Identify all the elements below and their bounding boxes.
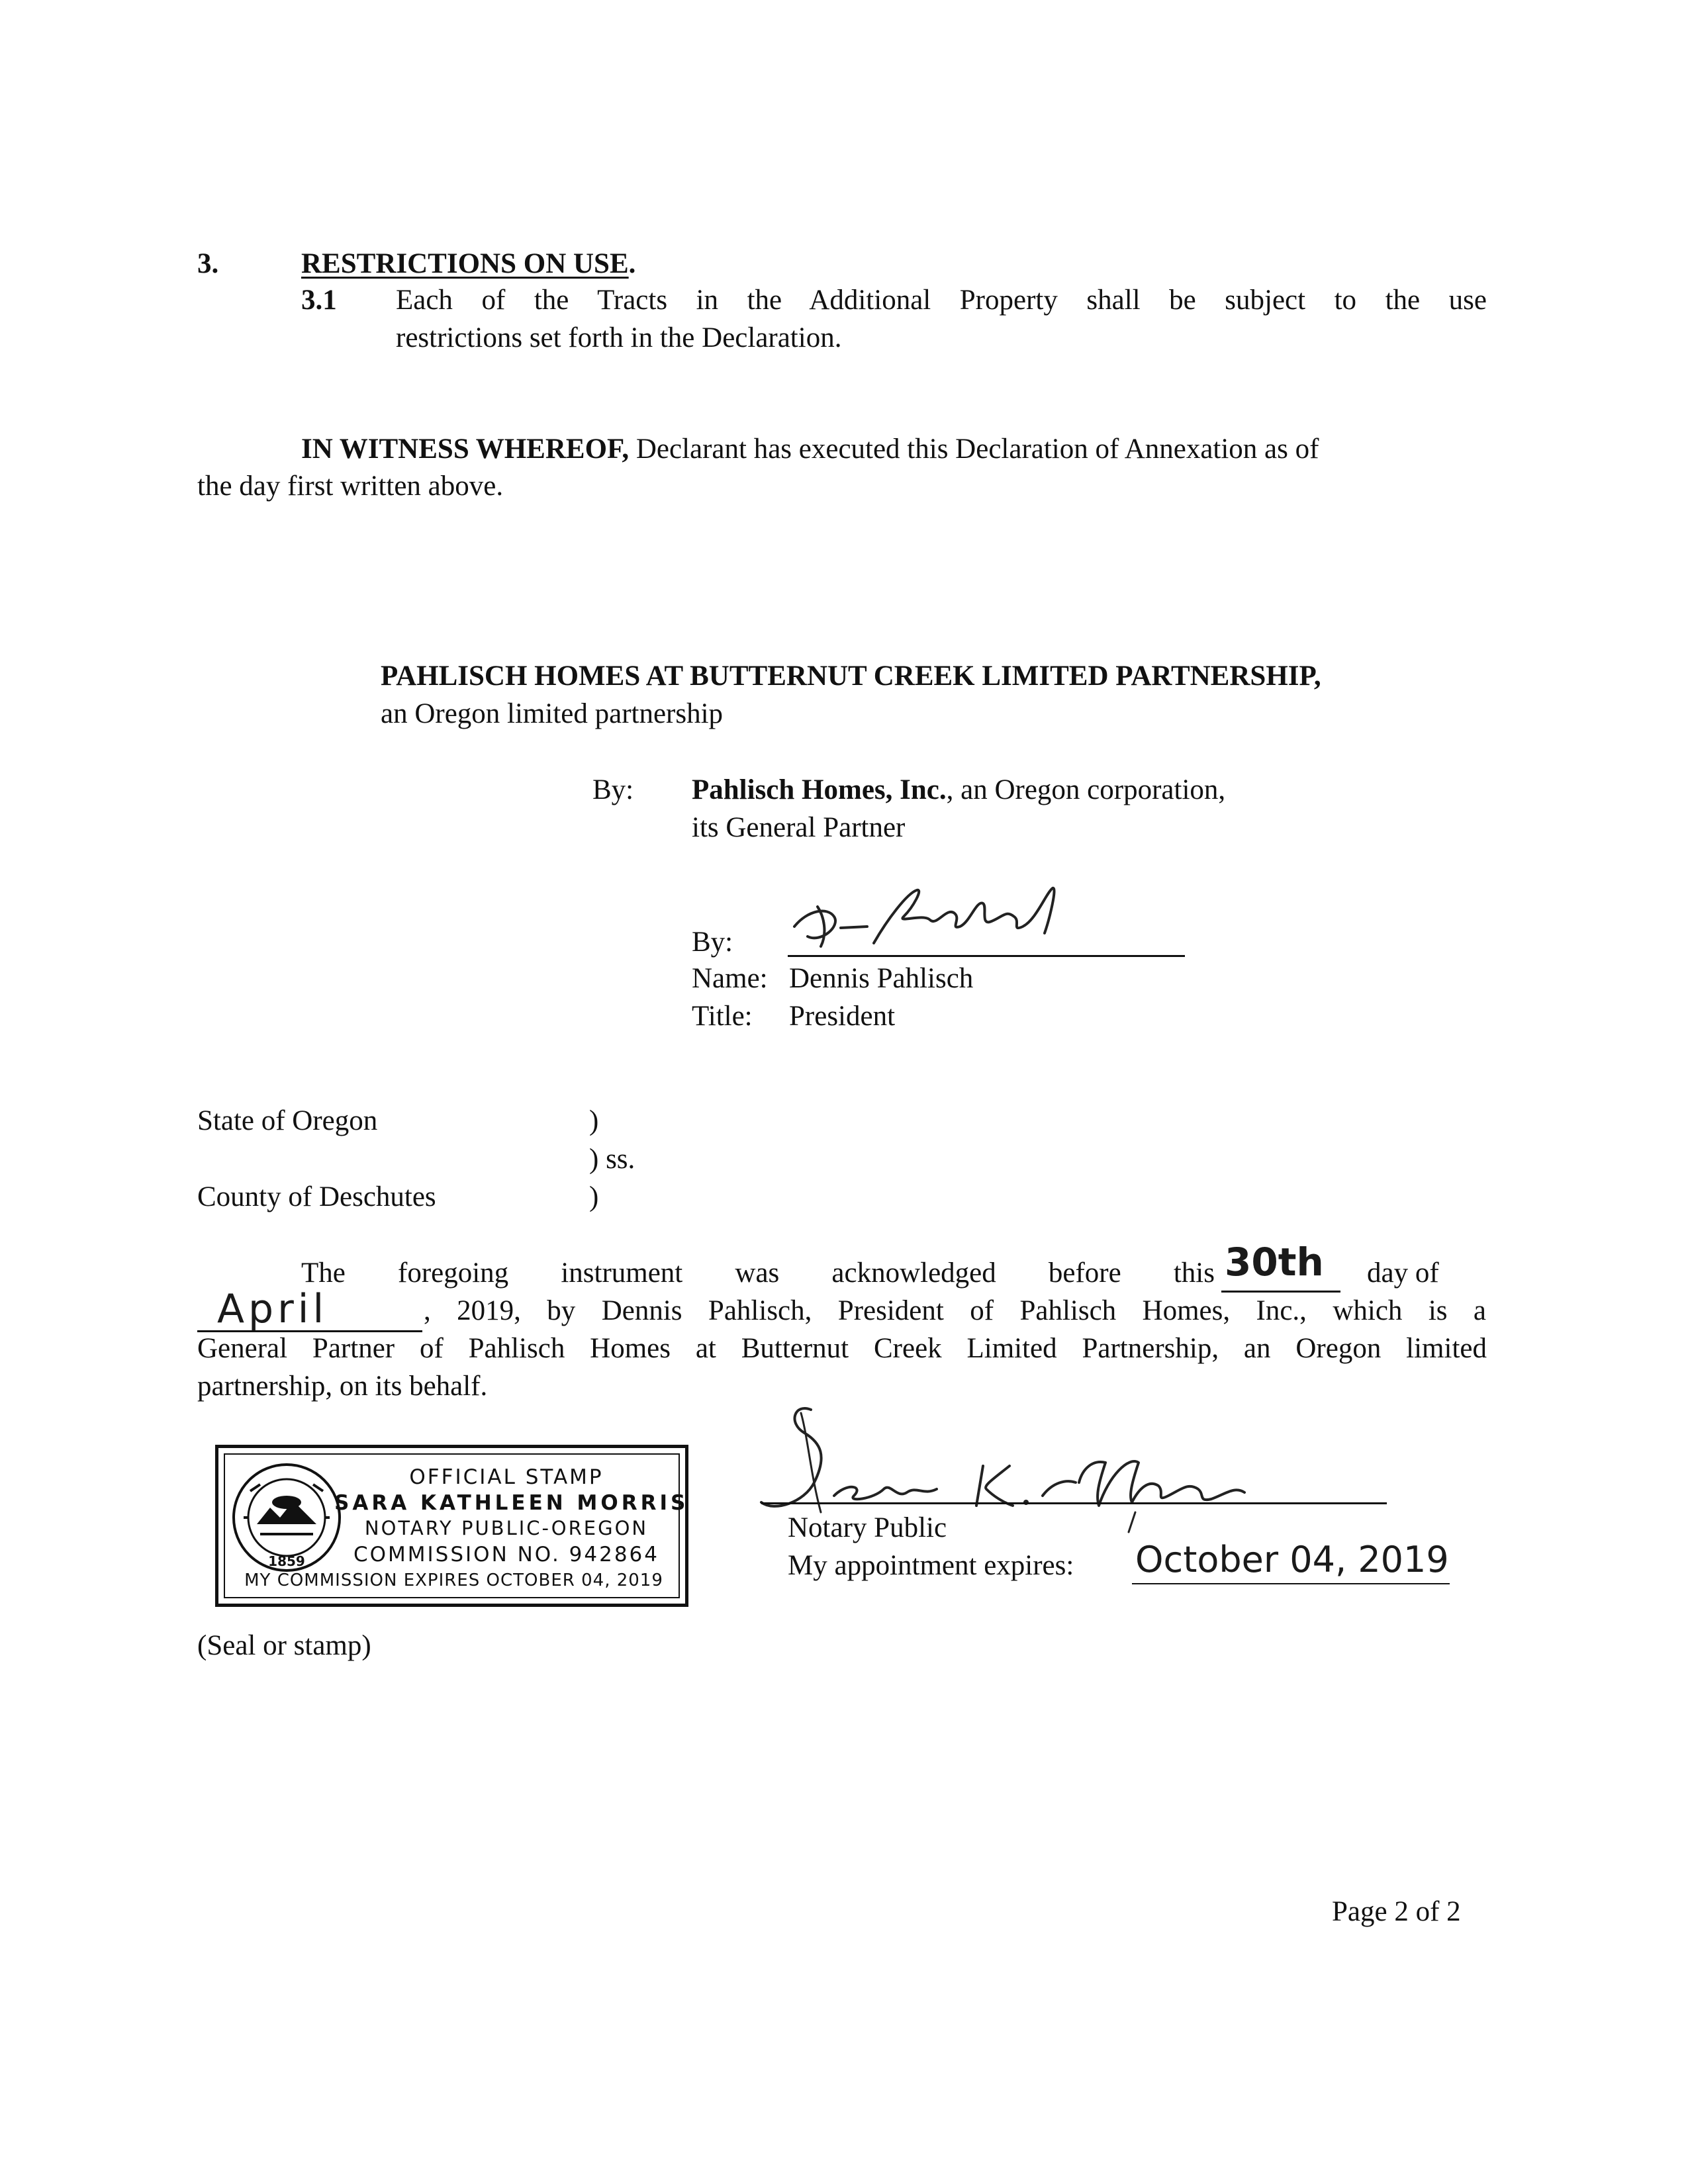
president-signature (781, 880, 1105, 956)
witness-lead: IN WITNESS WHEREOF, (301, 433, 630, 465)
venue-paren-1: ) (589, 1105, 599, 1136)
stamp-expires: MY COMMISSION EXPIRES OCTOBER 04, 2019 (244, 1570, 663, 1590)
partnership-desc: an Oregon limited partnership (381, 698, 724, 729)
venue-county: County of Deschutes (197, 1181, 436, 1212)
name-value: Dennis Pahlisch (789, 963, 974, 994)
venue-ss: ) ss. (589, 1144, 635, 1175)
stamp-notary-name: SARA KATHLEEN MORRIS (334, 1491, 689, 1515)
page-number: Page 2 of 2 (1332, 1896, 1461, 1927)
ack-line-1: The foregoing instrument was acknowledged before this (301, 1257, 1215, 1289)
title-label: Title: (692, 1001, 753, 1032)
ack-line-4: partnership, on its behalf. (197, 1371, 488, 1402)
stamp-commission: COMMISSION NO. 942864 (353, 1543, 659, 1567)
corporation-desc: , an Oregon corporation, (946, 774, 1226, 805)
notary-label: Notary Public (788, 1512, 947, 1543)
section-heading (301, 245, 635, 283)
corporation-role: its General Partner (692, 812, 906, 843)
subsection-line-2: restrictions set forth in the Declaration. (396, 322, 842, 353)
by-label-2: By: (692, 927, 733, 958)
state-seal-icon (230, 1461, 343, 1574)
subsection-number: 3.1 (301, 285, 337, 316)
ack-line-3: General Partner of Pahlisch Homes at Butternut Creek Limited Partnership, an Oregon limited (197, 1333, 1487, 1364)
corporation-name: Pahlisch Homes, Inc. (692, 774, 947, 805)
ack-line-1-end: day of (1367, 1257, 1439, 1289)
seal-caption: (Seal or stamp) (197, 1630, 371, 1661)
partnership-name: PAHLISCH HOMES AT BUTTERNUT CREEK LIMITED PARTNERSHIP, (381, 660, 1321, 692)
section-number: 3. (197, 248, 219, 279)
name-label: Name: (692, 963, 768, 994)
title-value: President (789, 1001, 896, 1032)
ack-line-2: , 2019, by Dennis Pahlisch, President of Pahlisch Homes, Inc., which is a (424, 1295, 1486, 1326)
witness-line-1 (301, 430, 1319, 469)
venue-state: State of Oregon (197, 1105, 378, 1136)
venue-paren-3: ) (589, 1181, 599, 1212)
section-heading-period: . (628, 248, 636, 279)
section-heading-text: RESTRICTIONS ON USE (301, 248, 629, 279)
stamp-office: NOTARY PUBLIC-OREGON (364, 1517, 649, 1539)
witness-line-2: the day first written above. (197, 471, 504, 502)
svg-text:1859: 1859 (268, 1553, 305, 1569)
subsection-line-1: Each of the Tracts in the Additional Property shall be subject to the use (396, 285, 1487, 316)
appointment-date-handwritten: October 04, 2019 (1135, 1539, 1449, 1580)
stamp-title: OFFICIAL STAMP (409, 1465, 604, 1489)
by-label-1: By: (592, 774, 634, 805)
official-stamp (215, 1445, 688, 1607)
corporation-line (692, 771, 1225, 809)
witness-line-1-rest: Declarant has executed this Declaration of Annexation as of (629, 433, 1319, 465)
notary-signature-line (761, 1502, 1387, 1504)
day-handwritten: 30th (1225, 1240, 1324, 1285)
appointment-label: My appointment expires: (788, 1550, 1074, 1581)
appointment-date-line (1132, 1583, 1450, 1584)
month-handwritten: April (217, 1286, 328, 1332)
